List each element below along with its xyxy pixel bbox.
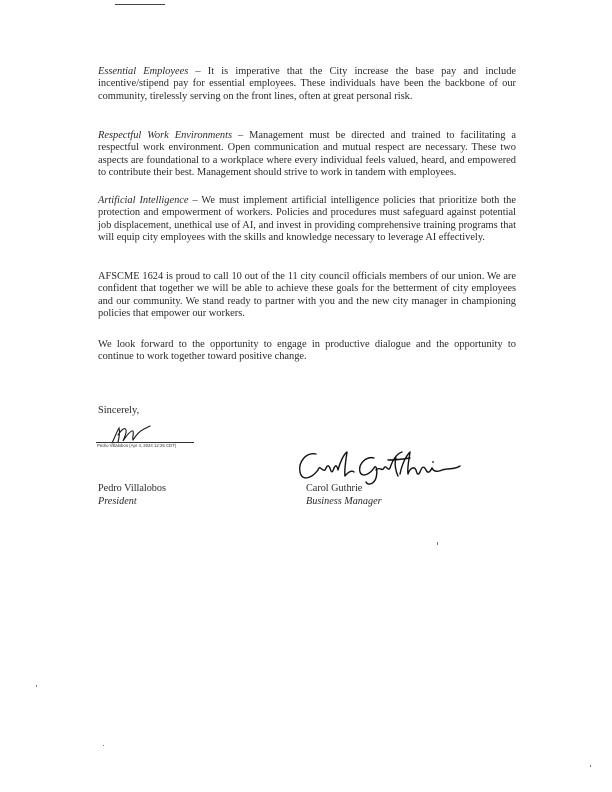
paragraph-text: – We must implement artificial intelligence policies that prioritize both the protection and empowerment of workers. Policies and procedures must safeguard against potential job displacement, unethical use of AI, and invest in providing comprehensive training programs that will equip city employees with the skills and knowledge necessary to leverage AI effectively. bbox=[98, 195, 516, 244]
signatory-block-president bbox=[98, 483, 166, 508]
closing-salutation: Sincerely, bbox=[98, 405, 140, 416]
paragraph-artificial-intelligence bbox=[98, 195, 516, 245]
scan-speck bbox=[103, 745, 104, 746]
paragraph-look-forward: We look forward to the opportunity to engage in productive dialogue and the opportunity to continue to work together toward positive change. bbox=[98, 339, 516, 363]
paragraph-heading: Respectful Work Environments bbox=[98, 130, 233, 141]
paragraph-respectful-work-environments bbox=[98, 130, 516, 180]
paragraph-heading: Artificial Intelligence bbox=[98, 195, 189, 206]
paragraph-heading: Essential Employees bbox=[98, 66, 189, 77]
signatory-name: Carol Guthrie bbox=[306, 483, 363, 494]
signatory-title: Business Manager bbox=[306, 495, 382, 507]
top-edge-rule bbox=[115, 4, 165, 5]
signatory-name: Pedro Villalobos bbox=[98, 483, 166, 494]
scan-speck bbox=[590, 765, 591, 767]
paragraph-afscme-council: AFSCME 1624 is proud to call 10 out of the 11 city council officials members of our union. We are confident that together we will be able to achieve these goals for the betterment of city employees and our community. We stand ready to partner with you and the new city manager in championing policies that empower our workers. bbox=[98, 271, 516, 320]
scan-speck bbox=[36, 685, 37, 687]
scan-speck bbox=[437, 542, 438, 545]
esignature-caption: Pedro Villalobos (Apr 4, 2024 12:25 CDT) bbox=[97, 443, 177, 448]
signatory-block-business-manager bbox=[306, 483, 382, 508]
paragraph-essential-employees bbox=[98, 66, 516, 103]
paragraph-text: – It is imperative that the City increase the base pay and include incentive/stipend pay for essential employees. These individuals have been the backbone of our community, tirelessly serving on the front lines, often at great personal risk. bbox=[98, 66, 517, 102]
signatory-title: President bbox=[98, 495, 137, 507]
paragraph-text: – Management must be directed and trained to facilitating a respectful work environment. Open communication and mutual respect are necessary. These two aspects are foundational to a workplace where every individual feels valued, heard, and empowered to contribute their best. Management should strive to work in tandem with employees. bbox=[98, 130, 516, 179]
